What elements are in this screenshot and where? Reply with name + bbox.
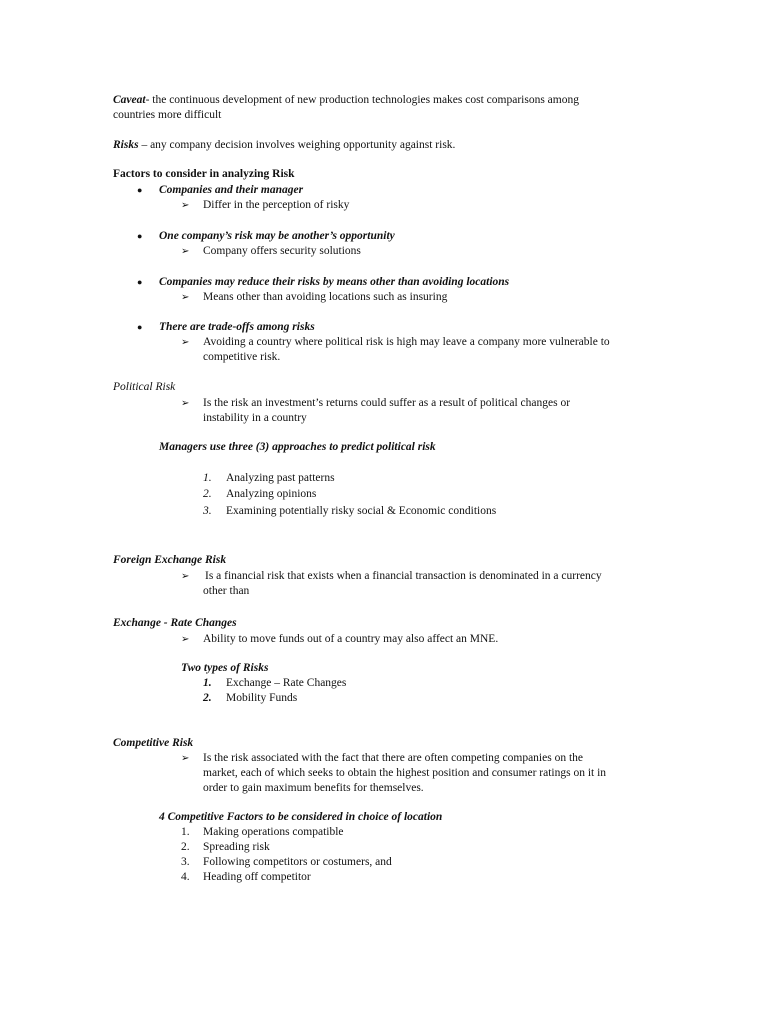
arrow-bullet-icon: ➢: [181, 753, 190, 764]
arrow-bullet-icon: ➢: [181, 337, 190, 348]
foreign-line1: Is a financial risk that exists when a financial transaction is denominated in a currency: [205, 570, 602, 582]
competitive-heading: Competitive Risk: [113, 737, 194, 749]
list-item: Examining potentially risky social & Economic conditions: [226, 505, 497, 517]
arrow-bullet-icon: ➢: [181, 571, 190, 582]
factor-title: There are trade-offs among risks: [159, 321, 315, 333]
list-item: Spreading risk: [203, 841, 270, 853]
caveat-text-line2: countries more difficult: [113, 109, 222, 121]
list-number: 2.: [203, 692, 212, 704]
list-number: 2.: [181, 841, 190, 853]
list-number: 3.: [181, 856, 190, 868]
factor-sub: Differ in the perception of risky: [203, 199, 350, 211]
list-number: 1.: [203, 472, 212, 484]
list-number: 3.: [203, 505, 212, 517]
bullet-icon: ●: [137, 277, 143, 287]
arrow-bullet-icon: ➢: [181, 246, 190, 257]
factor-sub: Avoiding a country where political risk is high may leave a company more vulnerable to: [203, 336, 610, 348]
arrow-bullet-icon: ➢: [181, 398, 190, 409]
risks-label: Risks: [113, 139, 139, 151]
list-item: Making operations compatible: [203, 826, 344, 838]
arrow-bullet-icon: ➢: [181, 634, 190, 645]
factor-sub-line2: competitive risk.: [203, 351, 281, 363]
caveat-text: - the continuous development of new production technologies makes cost comparisons among: [145, 94, 579, 106]
factor-sub: Means other than avoiding locations such as insuring: [203, 291, 448, 303]
caveat-paragraph: [113, 93, 579, 108]
approaches-heading: Managers use three (3) approaches to predict political risk: [159, 441, 436, 453]
factors-heading: Factors to consider in analyzing Risk: [113, 168, 295, 180]
list-item: Mobility Funds: [226, 692, 298, 704]
political-heading: Political Risk: [113, 381, 176, 393]
competitive-factors-heading: 4 Competitive Factors to be considered in choice of location: [159, 811, 443, 823]
foreign-line2: other than: [203, 585, 250, 597]
list-item: Exchange – Rate Changes: [226, 677, 347, 689]
list-item: Analyzing past patterns: [226, 472, 335, 484]
risks-text: – any company decision involves weighing opportunity against risk.: [138, 139, 456, 151]
factor-sub: Company offers security solutions: [203, 245, 361, 257]
factor-title: Companies and their manager: [159, 184, 304, 196]
list-number: 1.: [181, 826, 190, 838]
political-line2: instability in a country: [203, 412, 307, 424]
list-item: Heading off competitor: [203, 871, 311, 883]
factor-title: One company’s risk may be another’s opportunity: [159, 230, 395, 242]
caveat-label: Caveat: [113, 94, 146, 106]
arrow-bullet-icon: ➢: [181, 200, 190, 211]
exchange-heading: Exchange - Rate Changes: [113, 617, 237, 629]
list-number: 2.: [203, 488, 212, 500]
competitive-line3: order to gain maximum benefits for themselves.: [203, 782, 424, 794]
factor-title: Companies may reduce their risks by means other than avoiding locations: [159, 276, 510, 288]
types-heading: Two types of Risks: [181, 662, 269, 674]
risks-paragraph: [113, 138, 455, 153]
arrow-bullet-icon: ➢: [181, 292, 190, 303]
bullet-icon: ●: [137, 185, 143, 195]
political-line1: Is the risk an investment’s returns could suffer as a result of political changes or: [203, 397, 571, 409]
competitive-line2: market, each of which seeks to obtain the highest position and consumer ratings on it in: [203, 767, 607, 779]
bullet-icon: ●: [137, 322, 143, 332]
bullet-icon: ●: [137, 231, 143, 241]
foreign-heading: Foreign Exchange Risk: [113, 554, 227, 566]
list-item: Following competitors or costumers, and: [203, 856, 392, 868]
list-number: 4.: [181, 871, 190, 883]
exchange-line1: Ability to move funds out of a country may also affect an MNE.: [203, 633, 499, 645]
list-item: Analyzing opinions: [226, 488, 317, 500]
list-number: 1.: [203, 677, 212, 689]
competitive-line1: Is the risk associated with the fact that there are often competing companies on the: [203, 752, 584, 764]
